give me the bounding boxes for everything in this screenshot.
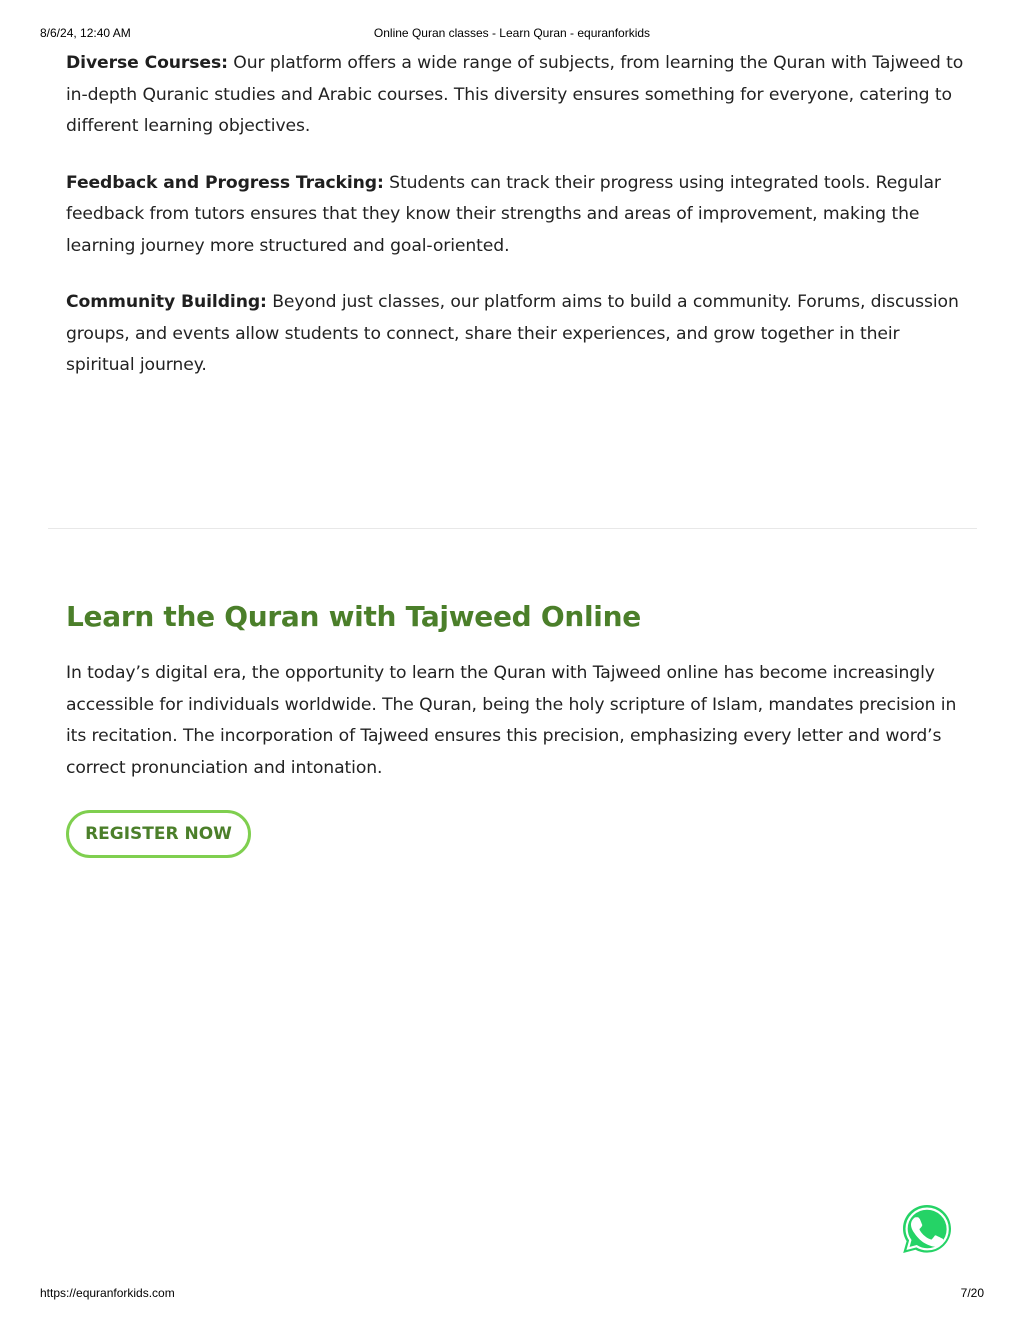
print-header bbox=[0, 26, 1024, 42]
feature-text: Our platform offers a wide range of subjects, from learning the Quran with Tajweed to in-depth Quranic studies and Arabic courses. This diversity ensures something for everyone, catering to different learning objectives. bbox=[66, 53, 964, 136]
feature-lead: Diverse Courses: bbox=[66, 53, 228, 73]
feature-feedback-tracking bbox=[66, 168, 966, 263]
print-footer bbox=[0, 1286, 1024, 1302]
feature-text: Students can track their progress using integrated tools. Regular feedback from tutors ensures that they know their strengths and areas of improvement, making the learning journey more structured and goal-oriented. bbox=[66, 172, 941, 256]
section-body: In today’s digital era, the opportunity to learn the Quran with Tajweed online has become increasingly accessible for individuals worldwide. The Quran, being the holy scripture of Islam, mandates precision in its recitation. The incorporation of Tajweed ensures this precision, emphasizing every letter and word’s correct pronunciation and intonation. bbox=[66, 663, 957, 778]
print-page-number: 7/20 bbox=[960, 1286, 984, 1300]
print-page-title: Online Quran classes - Learn Quran - equranforkids bbox=[373, 26, 651, 40]
section-title: Learn the Quran with Tajweed Online bbox=[66, 600, 641, 633]
feature-text: Beyond just classes, our platform aims to build a community. Forums, discussion groups, and events allow students to connect, share their experiences, and grow together in their spiritual journey. bbox=[66, 292, 959, 375]
section-divider bbox=[48, 528, 977, 529]
print-url: https://equranforkids.com bbox=[40, 1286, 175, 1300]
feature-lead: Community Building: bbox=[66, 292, 267, 312]
feature-list bbox=[66, 48, 966, 407]
print-datetime: 8/6/24, 12:40 AM bbox=[40, 26, 131, 40]
register-now-button[interactable]: REGISTER NOW bbox=[66, 810, 251, 858]
feature-lead: Feedback and Progress Tracking: bbox=[66, 172, 384, 193]
whatsapp-chat-button[interactable] bbox=[898, 1200, 956, 1258]
feature-community-building bbox=[66, 287, 966, 382]
feature-diverse-courses bbox=[66, 48, 966, 143]
whatsapp-icon bbox=[898, 1200, 956, 1258]
